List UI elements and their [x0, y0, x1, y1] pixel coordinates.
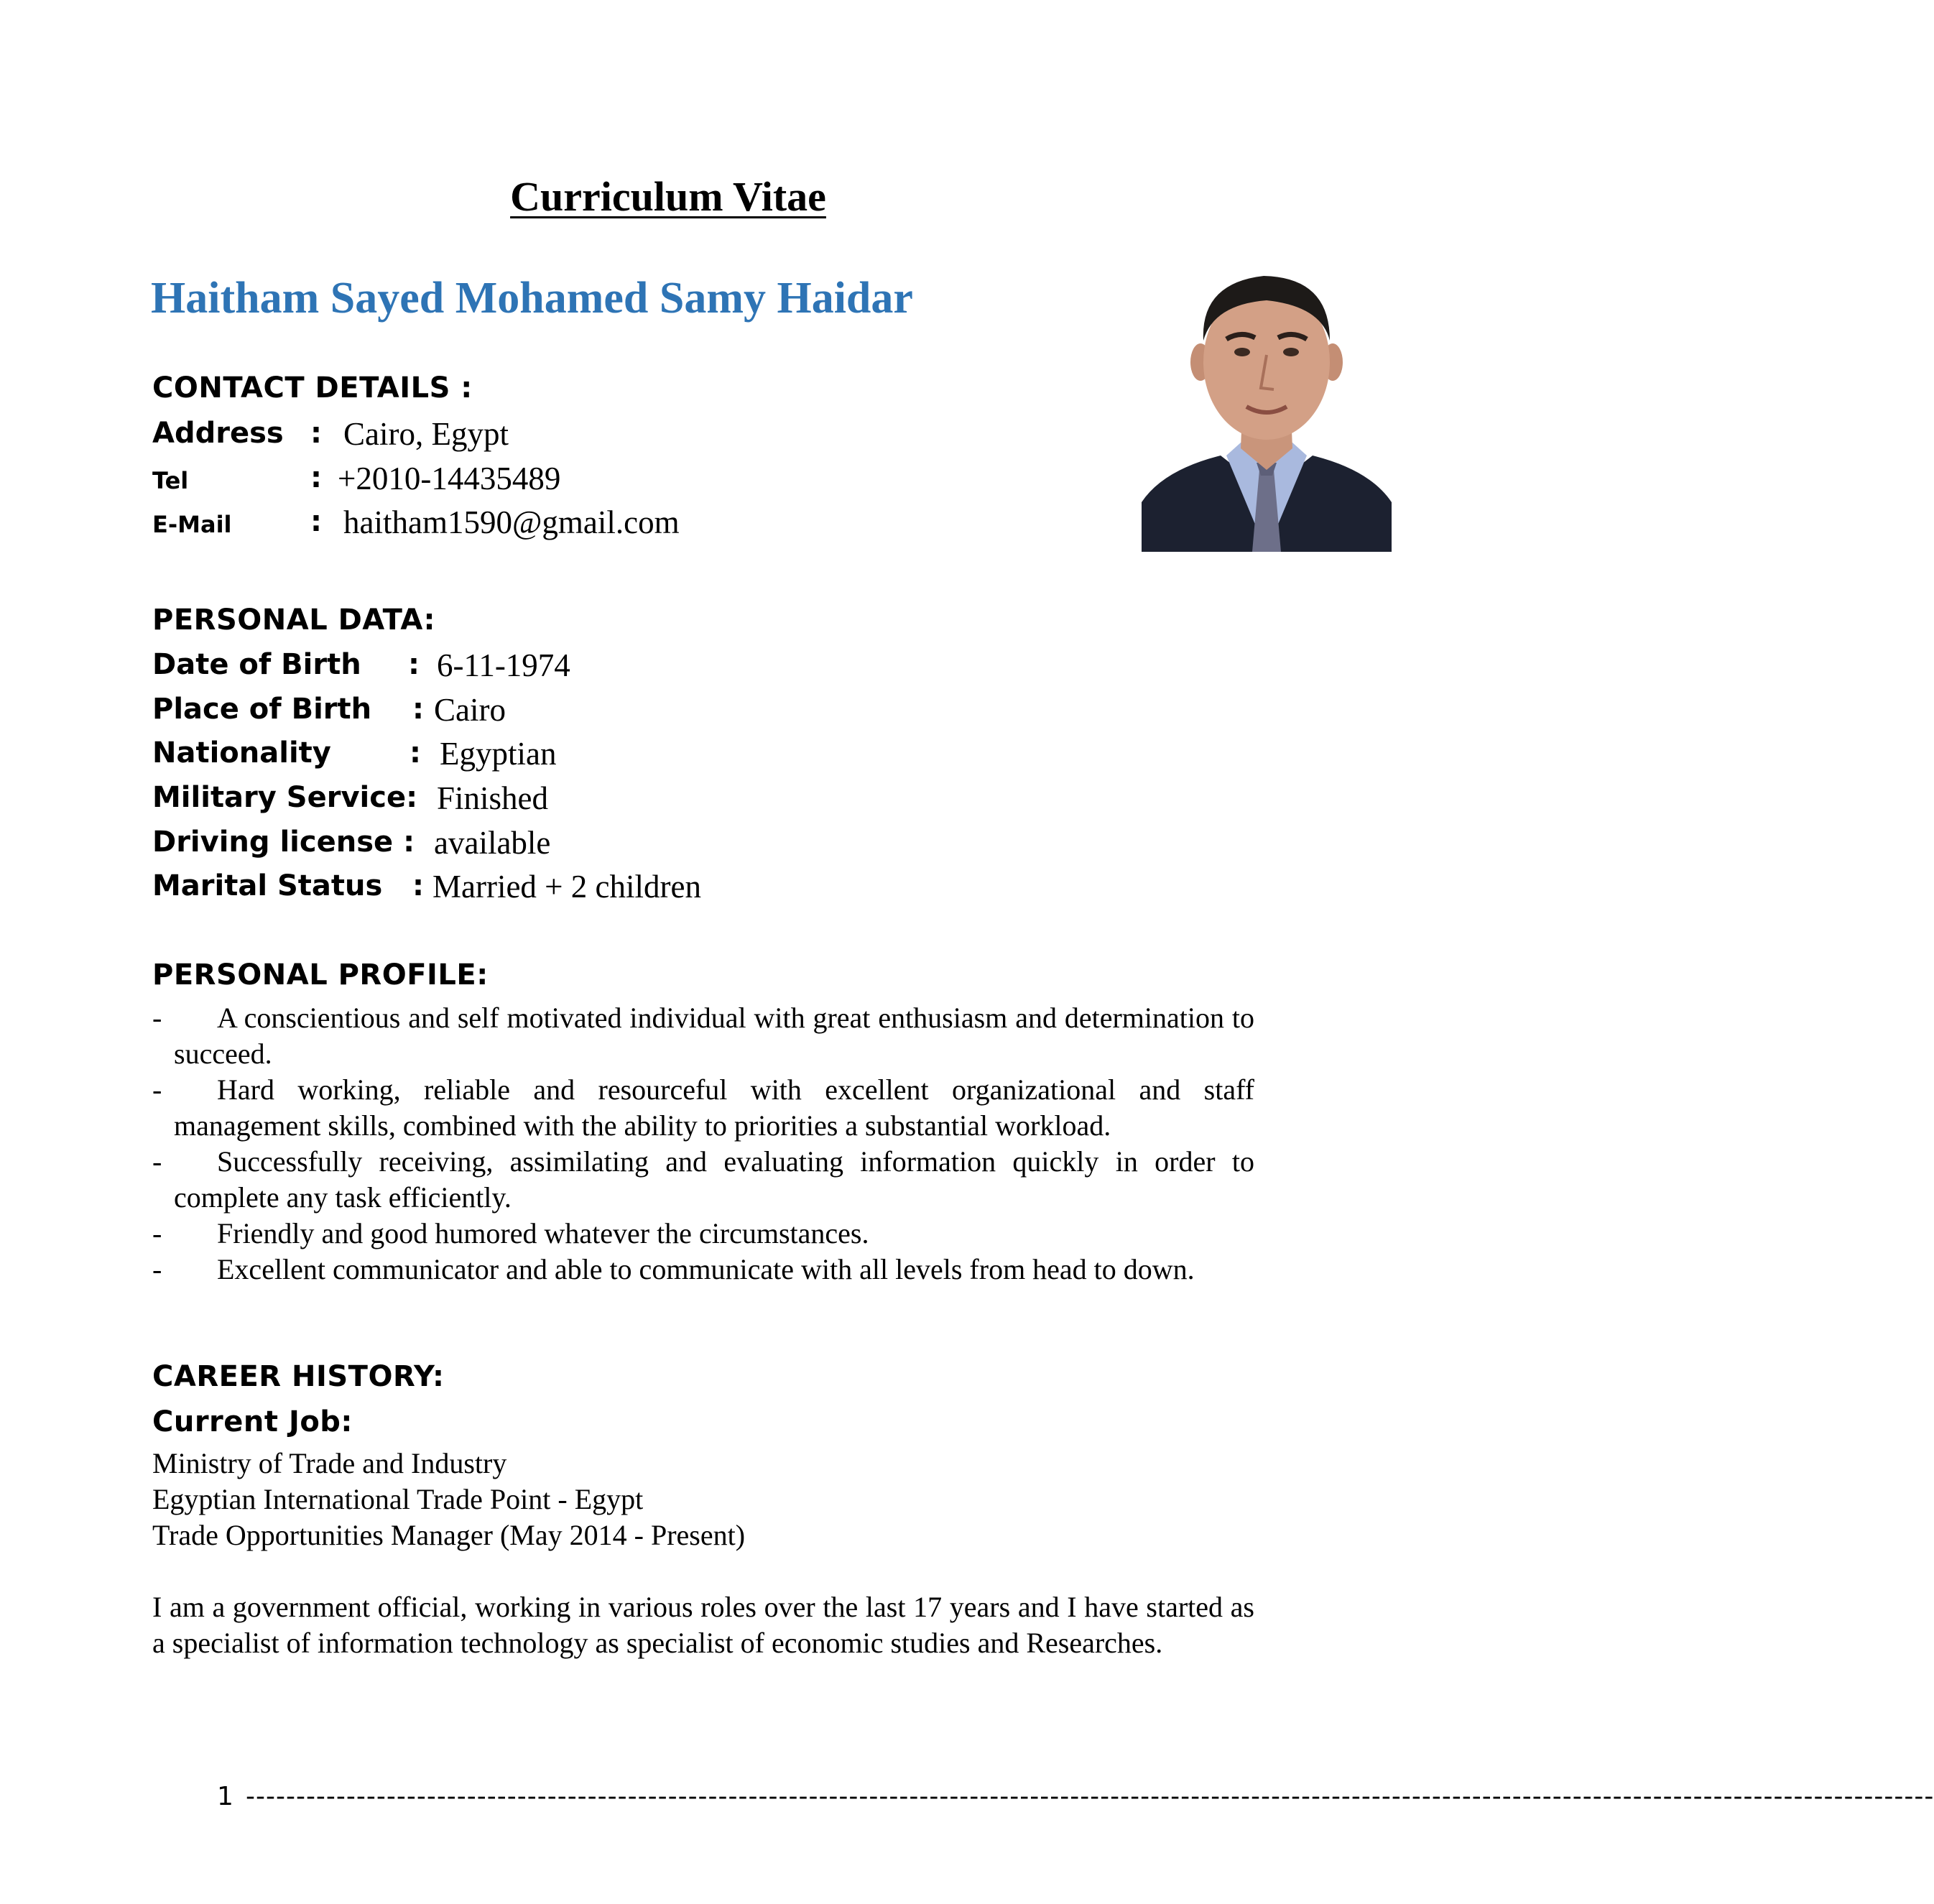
tel-label: Tel — [152, 467, 189, 494]
list-item: - A conscientious and self motivated individual with great enthusiasm and determination to succeed. — [152, 1002, 1254, 1070]
personal-heading: PERSONAL DATA: — [152, 604, 436, 637]
page-footer — [217, 1782, 1934, 1811]
address-label: Address — [152, 417, 284, 450]
profile-list — [152, 1000, 1254, 1288]
footer-rule: ------------------------------------------------------------------------------------------------------------------------------------------------------------------------ — [246, 1782, 1934, 1811]
email-colon: : — [310, 505, 322, 538]
nationality-label: Nationality — [152, 736, 331, 770]
marital-value: Married + 2 children — [432, 869, 701, 905]
page-number: 1 — [217, 1782, 233, 1811]
career-summary: I am a government official, working in various roles over the last 17 years and I have started as a specialist of information technology as specialist of economic studies and Researches. — [152, 1591, 1254, 1659]
military-label: Military Service: — [152, 781, 418, 814]
employer-unit: Egyptian International Trade Point - Egypt — [152, 1483, 644, 1515]
driving-value: available — [434, 825, 551, 861]
contact-heading: CONTACT DETAILS : — [152, 371, 473, 405]
list-item: - Hard working, reliable and resourceful with excellent organizational and staff management skills, combined with the ability to priorities a substantial workload. — [152, 1073, 1254, 1142]
list-item: - Friendly and good humored whatever the circumstances. — [152, 1217, 869, 1249]
pob-colon: : — [412, 693, 424, 726]
dob-label: Date of Birth — [152, 648, 361, 681]
email-label: E-Mail — [152, 511, 232, 538]
job-title: Trade Opportunities Manager (May 2014 - Present) — [152, 1519, 746, 1551]
dob-colon: : — [408, 648, 420, 681]
marital-colon: : — [412, 869, 424, 902]
nationality-colon: : — [410, 736, 421, 770]
profile-heading: PERSONAL PROFILE: — [152, 958, 489, 992]
military-value: Finished — [437, 780, 549, 816]
pob-label: Place of Birth — [152, 693, 372, 726]
person-name: Haitham Sayed Mohamed Samy Haidar — [151, 274, 913, 323]
address-value: Cairo, Egypt — [343, 416, 509, 452]
marital-label: Marital Status — [152, 869, 383, 902]
pob-value: Cairo — [434, 692, 506, 728]
nationality-value: Egyptian — [440, 736, 557, 772]
dob-value: 6-11-1974 — [437, 647, 570, 683]
list-item: - Excellent communicator and able to communicate with all levels from head to down. — [152, 1253, 1195, 1285]
profile-photo — [1142, 254, 1392, 552]
list-item: - Successfully receiving, assimilating and evaluating information quickly in order to complete any task efficiently. — [152, 1145, 1254, 1214]
driving-label: Driving license : — [152, 826, 415, 859]
tel-colon: : — [310, 461, 322, 494]
document-title: Curriculum Vitae — [510, 173, 826, 220]
address-colon: : — [310, 417, 322, 450]
email-value: haitham1590@gmail.com — [343, 504, 680, 540]
employer-ministry: Ministry of Trade and Industry — [152, 1447, 507, 1479]
current-job-heading: Current Job: — [152, 1405, 353, 1438]
tel-value: +2010-14435489 — [338, 461, 561, 496]
career-heading: CAREER HISTORY: — [152, 1360, 445, 1393]
